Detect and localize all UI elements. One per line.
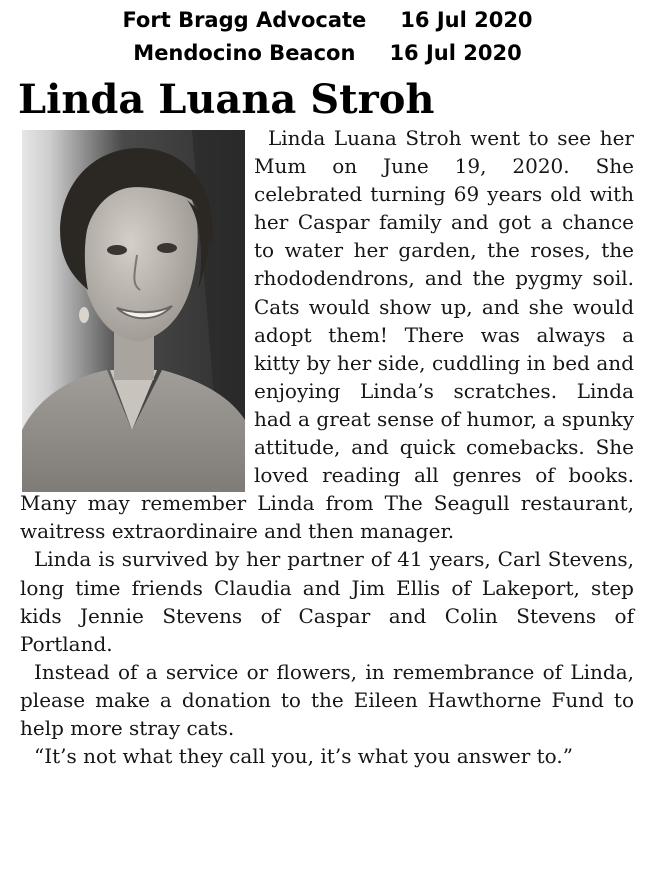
publication-date: 16 Jul 2020 [389,41,522,65]
masthead [0,4,655,70]
obituary-headline: Linda Luana Stroh [18,76,435,123]
publication-date: 16 Jul 2020 [400,8,533,32]
photo-spacer [20,124,254,488]
paragraph-donations: Instead of a service or flowers, in remembrance of Linda, please make a donation to the Eileen Hawthorne Fund to help more stray cats. [20,659,634,740]
obituary-body [20,124,634,770]
paragraph-quote: “It’s not what they call you, it’s what you answer to.” [34,744,573,769]
paragraph-intro: Linda Luana Stroh went to see her Mum on June 19, 2020. She celebrated turning 69 years old with her Caspar family and got a chance to water her garden, the roses, the rhododendrons, and the pygmy soil. Cats would show up, and she would adopt them! There was always a kitty by her side, cuddling in bed and enjoying Linda’s scratches. Linda had a great sense of humor, a spunky attitude, and quick comebacks. She loved reading all genres of books. Many may remember Linda from The Seagull restaurant, waitress extraordinaire and then manager. [20,126,634,544]
masthead-line-1 [0,4,655,37]
masthead-line-2 [0,37,655,70]
publication-name: Fort Bragg Advocate [122,8,367,32]
publication-name: Mendocino Beacon [133,41,356,65]
paragraph-survivors: Linda is survived by her partner of 41 years, Carl Stevens, long time friends Claudia and Jim Ellis of Lakeport, step kids Jennie Stevens of Caspar and Colin Stevens of Portland. [20,547,634,656]
